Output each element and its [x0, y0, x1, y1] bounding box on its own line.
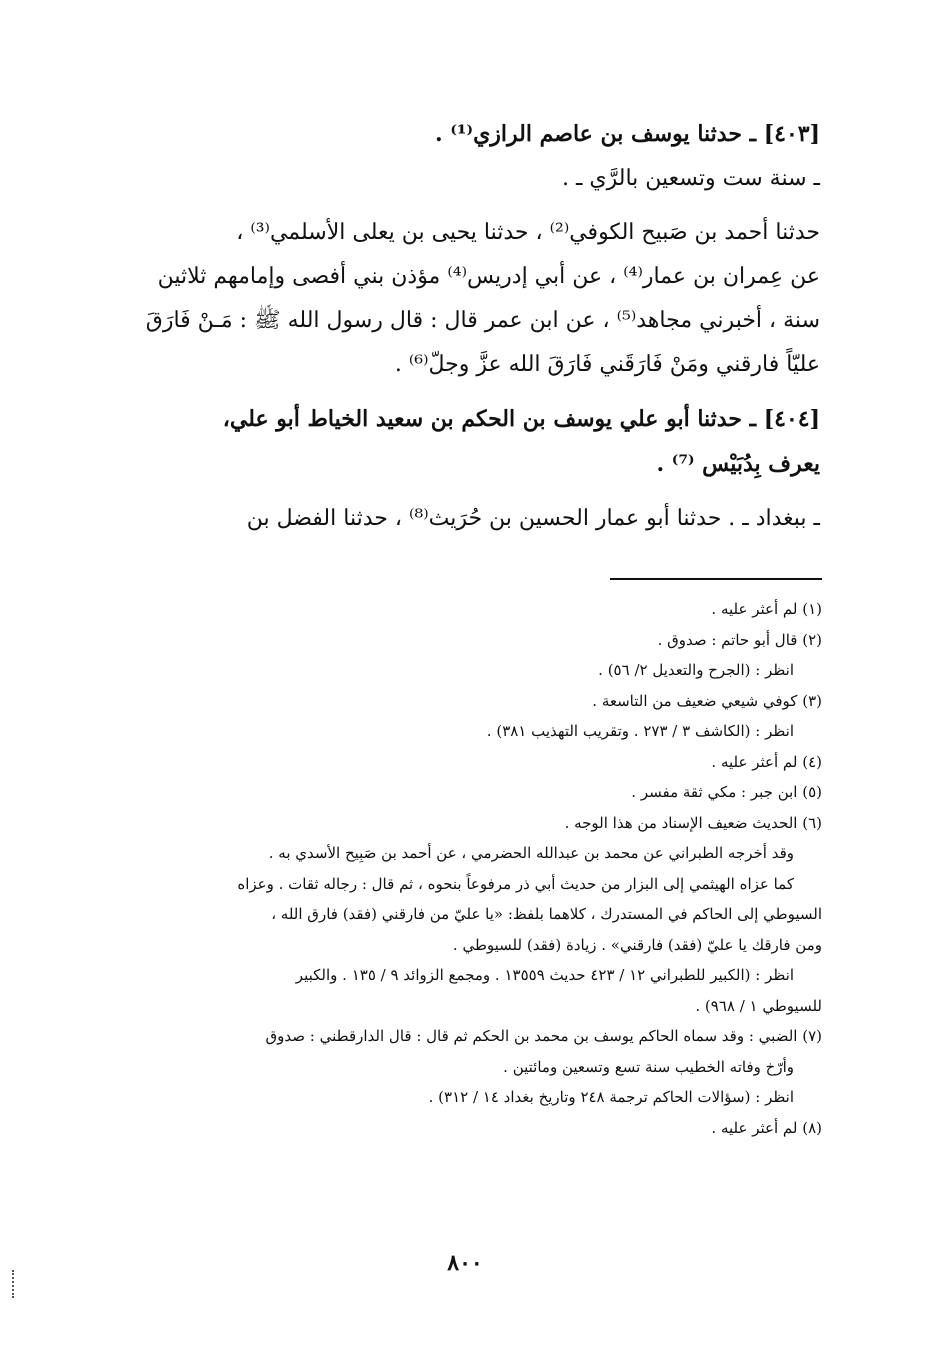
scan-mark — [12, 1270, 18, 1298]
footnote: (٧) الضبي : وقد سماه الحاكم يوسف بن محمد بن الحكم ثم قال : قال الدارقطني : صدوق — [265, 1027, 822, 1045]
hadith-heading-404-cont: يعرف بِدُبَيْس ⁽⁷⁾ . — [656, 451, 820, 477]
footnote-ref: انظر : (الكبير للطبراني ١٢ / ٤٢٣ حديث ١٣٥٥٩ . ومجمع الزوائد ٩ / ١٣٥ . والكبير — [295, 966, 794, 984]
footnote-ref: انظر : (الجرح والتعديل ٢/ ٥٦) . — [598, 661, 794, 679]
footnote-line: السيوطي إلى الحاكم في المستدرك ، كلاهما بلفظ: «يا عليّ من فارقني (فقد) فارق الله ، — [271, 905, 822, 923]
footnote: (٨) لم أعثر عليه . — [711, 1118, 822, 1137]
footnote-line: ومن فارقك يا عليّ (فقد) فارقني» . زيادة (فقد) للسيوطي . — [452, 935, 822, 954]
footnote: (٢) قال أبو حاتم : صدوق . — [657, 630, 822, 649]
footnote-line: وقد أخرجه الطبراني عن محمد بن عبدالله الحضرمي ، عن أحمد بن صَبِيح الأسدي به . — [268, 844, 794, 862]
footnote-line: وأرّخ وفاته الخطيب سنة تسع وتسعين ومائتين . — [503, 1057, 794, 1076]
footnote: (٤) لم أعثر عليه . — [711, 752, 822, 771]
text-line: عليّاً فارقني ومَنْ فَارَقَني فَارَقَ الله عزَّ وجلّ⁽⁶⁾ . — [394, 352, 820, 377]
hadith-heading-404: [٤٠٤] ـ حدثنا أبو علي يوسف بن الحكم بن سعيد الخياط أبو علي، — [222, 406, 820, 432]
hadith-heading-403: [٤٠٣] ـ حدثنا يوسف بن عاصم الرازي⁽¹⁾ . — [435, 121, 820, 147]
footnote: (٥) ابن جبر : مكي ثقة مفسر . — [631, 783, 822, 801]
text-line: عن عِمران بن عمار⁽⁴⁾ ، عن أبي إدريس⁽⁴⁾ مؤذن بني أفصى وإمامهم ثلاثين — [157, 264, 820, 289]
text-line: ـ سنة ست وتسعين بالرَّي ـ . — [561, 166, 820, 191]
footnote-line: كما عزاه الهيثمي إلى البزار من حديث أبي ذر مرفوعاً بنحوه ، ثم قال : رجاله ثقات . وعزاه — [237, 874, 794, 893]
footnote: (١) لم أعثر عليه . — [711, 600, 822, 618]
text-line: سنة ، أخبرني مجاهد⁽⁵⁾ ، عن ابن عمر قال : قال رسول الله ﷺ : مَـنْ فَارَقَ — [145, 308, 820, 333]
footnote: (٣) كوفي شيعي ضعيف من التاسعة . — [592, 691, 822, 710]
footnotes — [130, 594, 822, 1143]
text-line: حدثنا أحمد بن صَبيح الكوفي⁽²⁾ ، حدثنا يحيى بن يعلى الأسلمي⁽³⁾ ، — [236, 220, 820, 245]
footnote-ref: انظر : (الكاشف ٣ / ٢٧٣ . وتقريب التهذيب ٣٨١) . — [486, 722, 794, 740]
main-text — [120, 112, 820, 541]
footnote-ref: انظر : (سؤالات الحاكم ترجمة ٢٤٨ وتاريخ بغداد ١٤ / ٣١٢) . — [428, 1088, 794, 1106]
footnote-line: للسيوطي ١ / ٩٦٨) . — [695, 996, 822, 1015]
footnote-separator — [610, 578, 822, 580]
page-number: ٨٠٠ — [447, 1250, 483, 1276]
footnote: (٦) الحديث ضعيف الإسناد من هذا الوجه . — [564, 813, 822, 832]
text-line: ـ ببغداد ـ . حدثنا أبو عمار الحسين بن حُرَيث⁽⁸⁾ ، حدثنا الفضل بن — [246, 506, 820, 531]
